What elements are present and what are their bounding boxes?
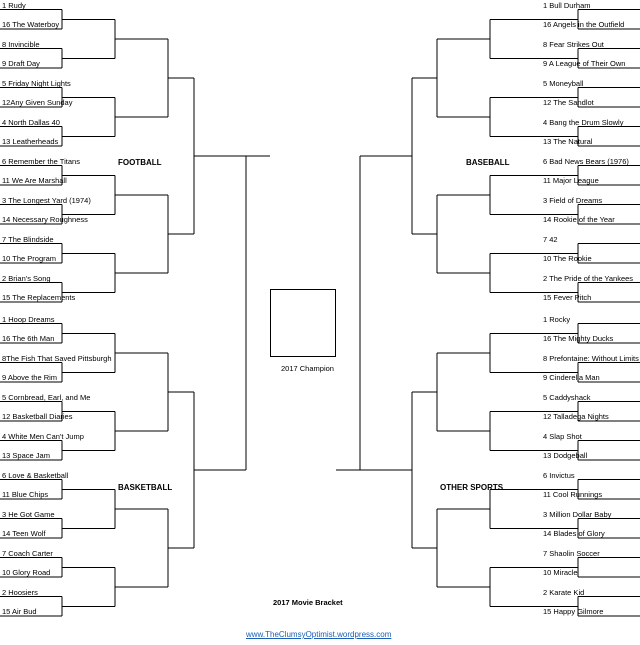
- seed-slot: 13 Leatherheads: [2, 137, 59, 146]
- seed-slot: 14 Blades of Glory: [543, 529, 605, 538]
- seed-slot: 11 We Are Marshall: [2, 176, 67, 185]
- seed-slot: 15 The Replacements: [2, 293, 76, 302]
- seed-slot: 2 Brian's Song: [2, 273, 51, 283]
- seed-slot: 3 Field of Dreams: [543, 195, 603, 205]
- seed-slot: 6 Bad News Bears (1976): [543, 156, 629, 166]
- seed-slot: 12Any Given Sunday: [2, 98, 73, 107]
- seed-slot: 8 Invincible: [2, 39, 40, 49]
- seed-slot: 4 Slap Shot: [543, 431, 582, 441]
- seed-slot: 3 He Got Game: [2, 509, 55, 519]
- seed-slot: 1 Hoop Dreams: [2, 314, 55, 324]
- seed-slot: 4 White Men Can't Jump: [2, 431, 84, 441]
- seed-slot: 9 A League of Their Own: [543, 59, 626, 68]
- seed-slot: 13 Dodgeball: [543, 451, 588, 460]
- seed-slot: 11 Major League: [543, 176, 599, 185]
- seed-slot: 9 Cinderella Man: [543, 373, 600, 382]
- seed-slot: 12 Basketball Diaries: [2, 412, 73, 421]
- seed-slot: 16 The Waterboy: [2, 20, 60, 29]
- champion-box: [270, 289, 336, 357]
- region-label-other-sports: OTHER SPORTS: [440, 483, 504, 492]
- seed-slot: 16 The Mighty Ducks: [543, 334, 614, 343]
- seed-slot: 10 The Rookie: [543, 254, 592, 263]
- seed-slot: 15 Fever Pitch: [543, 293, 592, 302]
- seed-slot: 6 Invictus: [543, 470, 575, 480]
- seed-slot: 13 The Natural: [543, 137, 593, 146]
- seed-slot: 1 Rudy: [2, 0, 26, 10]
- seed-slot: 10 Miracle: [543, 568, 578, 577]
- region-label-basketball: BASKETBALL: [118, 483, 173, 492]
- seed-slot: 14 Rookie of the Year: [543, 215, 615, 224]
- seed-slot: 14 Necessary Roughness: [2, 215, 88, 224]
- region-label-football: FOOTBALL: [118, 158, 162, 167]
- seed-slot: 9 Above the Rim: [2, 373, 58, 382]
- seed-slot: 12 The Sandlot: [543, 98, 594, 107]
- seed-slot: 13 Space Jam: [2, 451, 50, 460]
- seed-slot: 3 The Longest Yard (1974): [2, 195, 91, 205]
- seed-slot: 10 The Program: [2, 254, 57, 263]
- seed-slot: 4 Bang the Drum Slowly: [543, 117, 624, 127]
- seed-slot: 8The Fish That Saved Pittsburgh: [2, 353, 112, 363]
- seed-slot: 16 Angels in the Outfield: [543, 20, 625, 29]
- seed-slot: 6 Love & Basketball: [2, 470, 69, 480]
- region-label-baseball: BASEBALL: [466, 158, 510, 167]
- seed-slot: 2 Hoosiers: [2, 587, 38, 597]
- seed-slot: 11 Blue Chips: [2, 490, 49, 499]
- seed-slot: 5 Moneyball: [543, 78, 584, 88]
- seed-slot: 15 Air Bud: [2, 607, 37, 616]
- seed-slot: 16 The 6th Man: [2, 334, 55, 343]
- seed-slot: 7 42: [543, 234, 558, 244]
- seed-slot: 1 Bull Durham: [543, 0, 591, 10]
- seed-slot: 10 Glory Road: [2, 568, 51, 577]
- website-link[interactable]: www.TheClumsyOptimist.wordpress.com: [246, 630, 392, 639]
- seed-slot: 5 Caddyshack: [543, 392, 591, 402]
- seed-slot: 5 Cornbread, Earl, and Me: [2, 392, 91, 402]
- seed-slot: 8 Fear Strikes Out: [543, 39, 604, 49]
- seed-slot: 3 Million Dollar Baby: [543, 509, 612, 519]
- seed-slot: 11 Cool Runnings: [543, 490, 603, 499]
- seed-slot: 7 The Blindside: [2, 234, 54, 244]
- seed-slot: 2 The Pride of the Yankees: [543, 273, 634, 283]
- seed-slot: 15 Happy Gilmore: [543, 607, 604, 616]
- seed-slot: 9 Draft Day: [2, 59, 40, 68]
- seed-slot: 14 Teen Wolf: [2, 529, 46, 538]
- seed-slot: 6 Remember the Titans: [2, 156, 80, 166]
- seed-slot: 5 Friday Night Lights: [2, 78, 71, 88]
- seed-slot: 7 Coach Carter: [2, 548, 53, 558]
- seed-slot: 4 North Dallas 40: [2, 117, 60, 127]
- seed-slot: 2 Karate Kid: [543, 587, 585, 597]
- seed-slot: 7 Shaolin Soccer: [543, 548, 600, 558]
- seed-slot: 8 Prefontaine: Without Limits: [543, 353, 639, 363]
- champion-label: 2017 Champion: [281, 364, 334, 373]
- seed-slot: 12 Talladega Nights: [543, 412, 609, 421]
- page-title: 2017 Movie Bracket: [273, 598, 343, 607]
- seed-slot: 1 Rocky: [543, 314, 571, 324]
